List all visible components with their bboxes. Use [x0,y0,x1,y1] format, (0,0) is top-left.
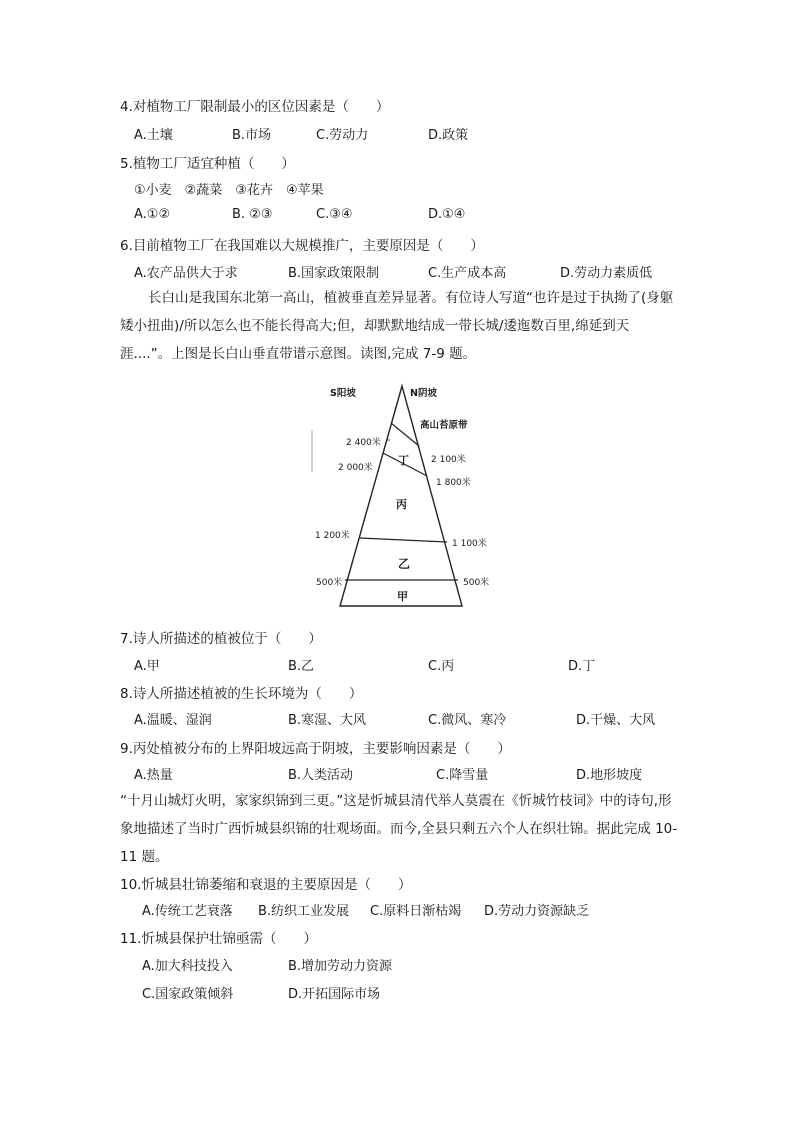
q10-option-b: B.纺织工业发展 [258,904,350,919]
q11-option-b: B.增加劳动力资源 [288,959,393,974]
q8-option-d: D.干燥、大风 [576,713,656,728]
north-elevation-500: 500米 [463,578,490,588]
question-4-stem: 4.对植物工厂限制最小的区位因素是（ ） [120,99,390,115]
q5-option-c: C.③④ [316,207,353,222]
q11-option-a: A.加大科技投入 [142,959,233,974]
passage-changbai-mountain: 长白山是我国东北第一高山，植被垂直差异显著。有位诗人写道“也许是过于执拗了(身躯矮小扭曲)/所以怎么也不能长得高大;但，却默默地结成一带长城/逶迤数百里,绵延到天涯....”。上图是长白山垂直带谱示意图。读图,完成 7-9 题。 [120,290,674,362]
q4-option-b: B.市场 [232,128,272,143]
q8-option-a: A.温暖、湿润 [134,713,212,728]
q9-option-d: D.地形坡度 [576,768,643,783]
question-5-stem: 5.植物工厂适宜种植（ ） [120,156,295,172]
q9-option-a: A.热量 [134,768,173,783]
north-elevation-2100: 2 100米 [431,455,466,465]
q7-option-b: B.乙 [288,659,315,674]
question-11-stem: 11.忻城县保护壮锦亟需（ ） [120,931,317,947]
q8-option-c: C.微风、寒冷 [428,713,507,728]
q11-option-c: C.国家政策倾斜 [142,987,234,1002]
q7-option-a: A.甲 [134,659,160,674]
south-elevation-1200: 1 200米 [315,531,350,541]
q5-option-a: A.①② [134,207,171,222]
tundra-zone-label: 高山苔原带 [420,420,468,431]
q6-option-d: D.劳动力素质低 [560,266,653,281]
q9-option-c: C.降雪量 [436,768,489,783]
q5-option-d: D.①④ [428,207,466,222]
north-elevation-1800: 1 800米 [436,478,471,488]
q5-items: ①小麦 ②蔬菜 ③花卉 ④苹果 [134,183,324,198]
vertical-zonation-diagram [300,378,500,614]
q5-option-b: B. ②③ [232,207,273,222]
q4-option-d: D.政策 [428,128,469,143]
zone-ding-label: 丁 [398,454,409,467]
q6-option-a: A.农产品供大于求 [134,266,238,281]
q7-option-d: D.丁 [568,659,596,674]
question-10-stem: 10.忻城县壮锦萎缩和衰退的主要原因是（ ） [120,877,412,893]
q10-option-c: C.原料日渐枯竭 [370,904,462,919]
q7-option-c: C.丙 [428,659,455,674]
q6-option-c: C.生产成本高 [428,266,507,281]
q11-option-d: D.开拓国际市场 [288,987,381,1002]
q4-option-a: A.土壤 [134,128,173,143]
question-7-stem: 7.诗人所描述的植被位于（ ） [120,631,322,647]
south-elevation-2000: 2 000米 [338,463,373,473]
q10-option-a: A.传统工艺衰落 [142,904,233,919]
south-elevation-2400: 2 400米 [346,438,381,448]
zone-jia-label: 甲 [397,590,408,603]
south-slope-label: S阳坡 [330,388,356,399]
q6-option-b: B.国家政策限制 [288,266,380,281]
south-elevation-500: 500米 [316,578,343,588]
north-slope-label: N阴坡 [410,388,437,399]
question-6-stem: 6.目前植物工厂在我国难以大规模推广，主要原因是（ ） [120,238,484,254]
question-9-stem: 9.丙处植被分布的上界阳坡远高于阴坡，主要影响因素是（ ） [120,741,511,757]
passage-zhuang-brocade: “十月山城灯火明，家家织锦到三更。”这是忻城县清代举人莫震在《忻城竹枝词》中的诗句,形象地描述了当时广西忻城县织锦的壮观场面。而今,全县只剩五六个人在织壮锦。据此完成 10-11 题。 [120,793,678,865]
question-8-stem: 8.诗人所描述植被的生长环境为（ ） [120,686,363,702]
q4-option-c: C.劳动力 [316,128,369,143]
q9-option-b: B.人类活动 [288,768,354,783]
north-elevation-1100: 1 100米 [452,539,487,549]
q10-option-d: D.劳动力资源缺乏 [484,904,590,919]
zone-bing-label: 丙 [396,498,407,511]
q8-option-b: B.寒湿、大风 [288,713,367,728]
zone-yi-label: 乙 [398,557,411,571]
